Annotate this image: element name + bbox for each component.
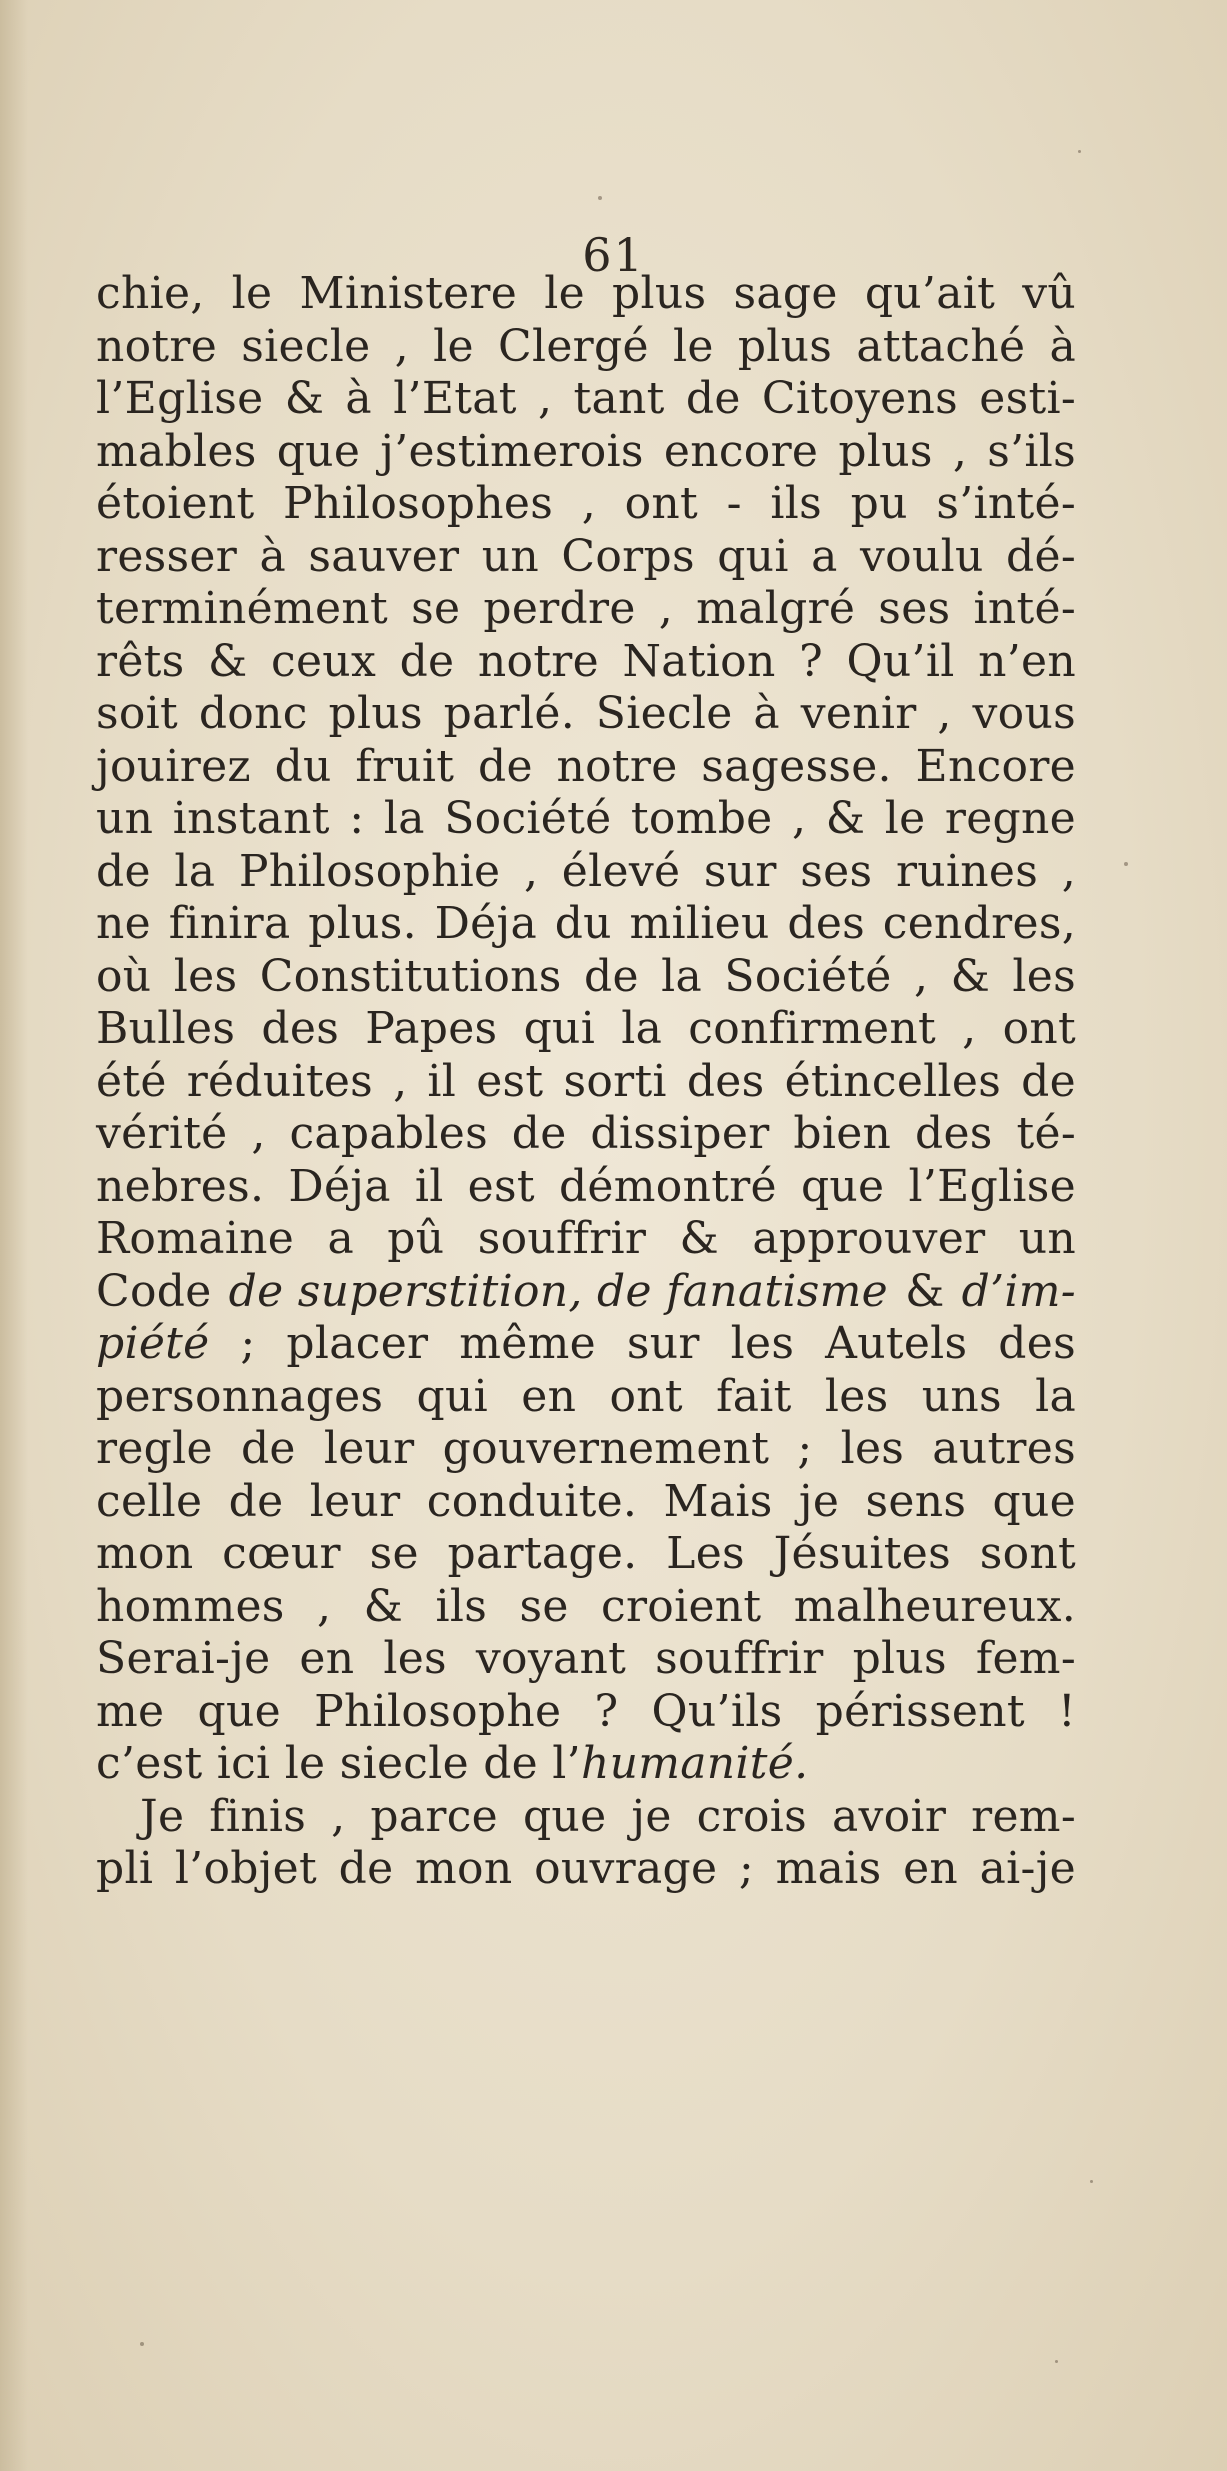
text-line: chie, le Ministere le plus sage qu’ait vû — [96, 268, 1076, 319]
text-line: ne finira plus. Déja du milieu des cendres, — [96, 898, 1076, 949]
paper-speck — [598, 196, 602, 200]
text-line — [96, 1738, 1076, 1791]
text-line — [96, 1266, 1076, 1319]
text-line: vérité , capables de dissiper bien des té- — [96, 1108, 1076, 1159]
text-line: resser à sauver un Corps qui a voulu dé- — [96, 530, 1076, 582]
text-line: hommes , & ils se croient malheureux. — [96, 1580, 1076, 1632]
italic-phrase: de superstition, de fanatisme — [228, 1265, 888, 1317]
italic-phrase: piété — [96, 1318, 210, 1369]
text-line: jouirez du fruit de notre sagesse. Encore — [96, 740, 1076, 792]
text-line: l’Eglise & à l’Etat , tant de Citoyens esti- — [96, 373, 1076, 424]
text-line: mon cœur se partage. Les Jésuites sont — [96, 1528, 1076, 1579]
text-line — [96, 1318, 1076, 1371]
page-number: 61 — [582, 228, 645, 282]
italic-phrase: humanité. — [580, 1738, 809, 1789]
paper-speck — [1124, 862, 1128, 866]
text-segment: ; placer même sur les Autels des — [209, 1318, 1076, 1369]
text-line: pli l’objet de mon ouvrage ; mais en ai-je — [96, 1843, 1076, 1894]
body-text — [96, 268, 1076, 1896]
paper-speck — [1090, 2180, 1093, 2183]
text-line: notre siecle , le Clergé le plus attaché à — [96, 320, 1076, 372]
text-line: Je finis , parce que je crois avoir rem- — [140, 1790, 1076, 1842]
text-line: où les Constitutions de la Société , & les — [96, 950, 1076, 1002]
text-segment: Code — [96, 1265, 226, 1317]
text-line: regle de leur gouvernement ; les autres — [96, 1423, 1076, 1474]
text-segment: & — [890, 1265, 959, 1317]
text-line: été réduites , il est sorti des étincelles de — [96, 1055, 1076, 1107]
text-line: Serai-je en les voyant souffrir plus fem- — [96, 1633, 1076, 1684]
page-gutter-shadow — [0, 0, 28, 2471]
text-line: de la Philosophie , élevé sur ses ruines , — [96, 845, 1076, 897]
text-line: étoient Philosophes , ont - ils pu s’inté- — [96, 478, 1076, 529]
text-line: rêts & ceux de notre Nation ? Qu’il n’en — [96, 635, 1076, 687]
italic-phrase: d’im- — [961, 1265, 1076, 1317]
paper-speck — [140, 2342, 144, 2346]
text-line: personnages qui en ont fait les uns la — [96, 1370, 1076, 1422]
paper-speck — [1078, 150, 1081, 153]
text-line: Bulles des Papes qui la confirment , ont — [96, 1003, 1076, 1054]
text-line: mables que j’estimerois encore plus , s’ils — [96, 425, 1076, 477]
text-line: soit donc plus parlé. Siecle à venir , vous — [96, 688, 1076, 739]
text-line: nebres. Déja il est démontré que l’Eglise — [96, 1160, 1076, 1212]
paper-speck — [1055, 2360, 1058, 2363]
text-line: un instant : la Société tombe , & le regne — [96, 793, 1076, 844]
text-line: celle de leur conduite. Mais je sens que — [96, 1475, 1076, 1527]
text-line: Romaine a pû souffrir & approuver un — [96, 1213, 1076, 1264]
text-line: terminément se perdre , malgré ses inté- — [96, 583, 1076, 634]
text-segment: c’est ici le siecle de l’ — [96, 1738, 581, 1789]
text-line: me que Philosophe ? Qu’ils périssent ! — [96, 1685, 1076, 1737]
